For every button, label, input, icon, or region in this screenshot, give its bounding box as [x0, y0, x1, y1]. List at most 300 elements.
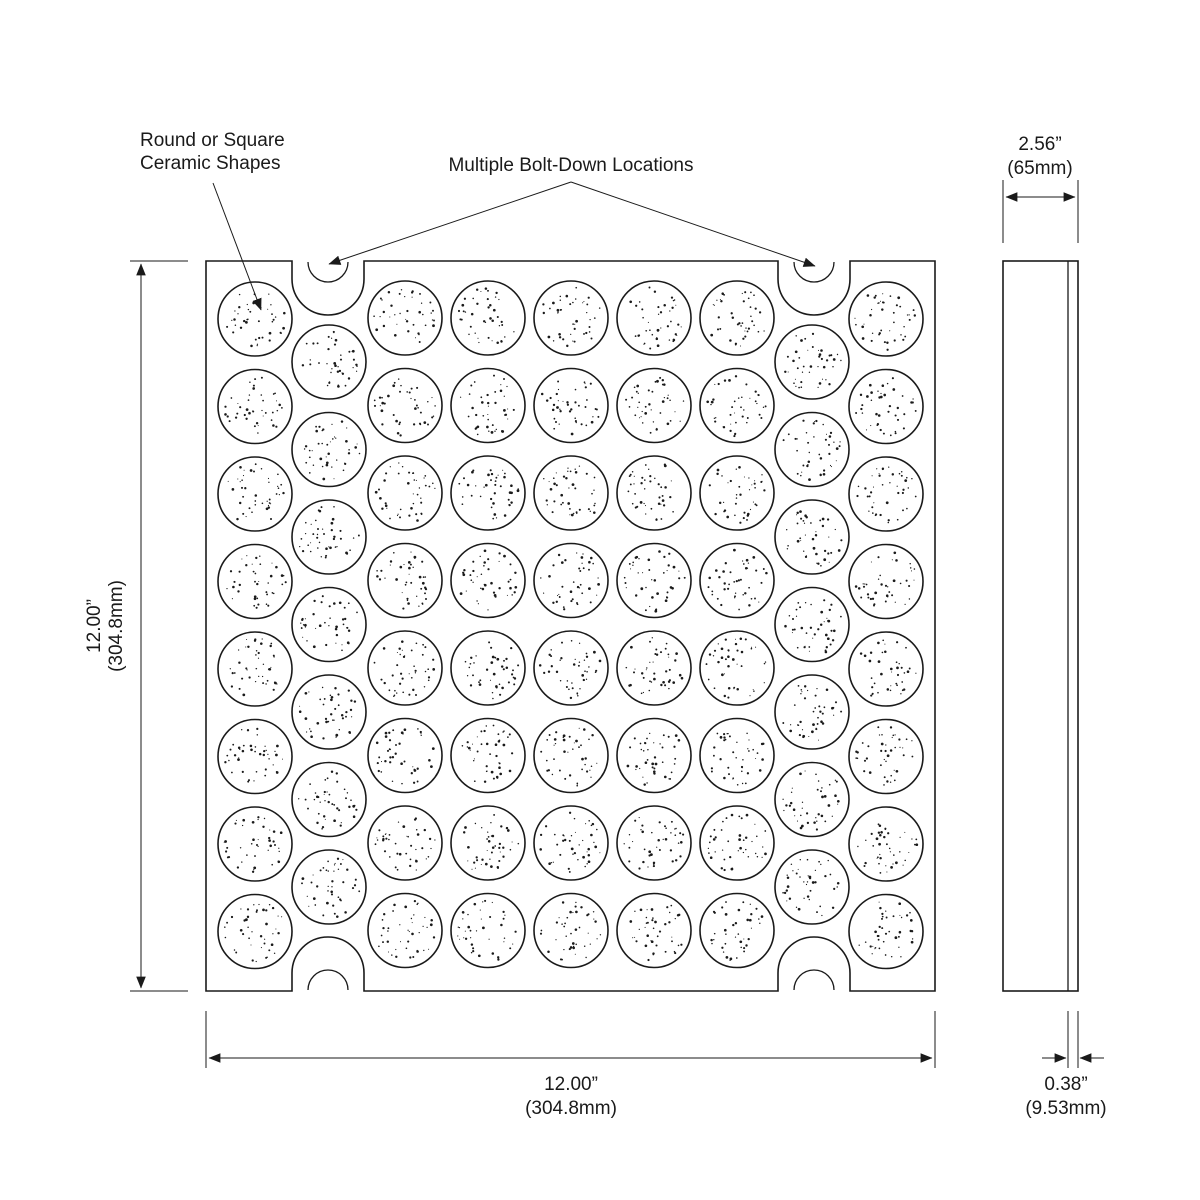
ceramic-speckle [357, 444, 358, 445]
ceramic-speckle [231, 685, 233, 687]
ceramic-speckle [895, 734, 896, 735]
ceramic-speckle [490, 479, 492, 481]
ceramic-speckle [491, 507, 493, 509]
ceramic-speckle [747, 748, 748, 749]
ceramic-speckle [833, 630, 836, 633]
ceramic-speckle [787, 885, 790, 888]
ceramic-speckle [269, 829, 270, 830]
ceramic-speckle [563, 475, 565, 477]
ceramic-speckle [729, 339, 732, 342]
ceramic-speckle [840, 616, 842, 618]
ceramic-speckle [433, 415, 434, 416]
ceramic-speckle [569, 736, 571, 738]
ceramic-speckle [413, 493, 414, 494]
ceramic-speckle [721, 656, 724, 659]
ceramic-disc [849, 632, 923, 706]
ceramic-speckle [635, 335, 637, 337]
ceramic-speckle [578, 567, 580, 569]
ceramic-speckle [266, 507, 269, 510]
ceramic-speckle [648, 854, 650, 856]
ceramic-speckle [474, 381, 476, 383]
ceramic-disc [534, 806, 608, 880]
ceramic-speckle [462, 503, 464, 505]
ceramic-speckle [356, 371, 357, 372]
ceramic-speckle [575, 469, 576, 470]
ceramic-speckle [626, 667, 628, 669]
ceramic-speckle [513, 409, 515, 411]
ceramic-speckle [880, 393, 881, 394]
ceramic-speckle [800, 859, 801, 860]
ceramic-speckle [911, 838, 912, 839]
ceramic-speckle [502, 847, 504, 849]
ceramic-speckle [902, 492, 904, 494]
ceramic-speckle [739, 847, 742, 850]
ceramic-speckle [759, 311, 761, 313]
ceramic-speckle [756, 403, 757, 404]
ceramic-speckle [336, 772, 338, 774]
ceramic-speckle [764, 830, 766, 832]
ceramic-speckle [552, 409, 555, 412]
ceramic-speckle [434, 488, 435, 489]
ceramic-speckle [340, 354, 342, 356]
ceramic-speckle [877, 303, 878, 304]
ceramic-speckle [397, 652, 398, 653]
ceramic-speckle [902, 395, 904, 397]
ceramic-speckle [313, 645, 316, 648]
ceramic-speckle [896, 667, 899, 670]
ceramic-speckle [254, 378, 256, 380]
ceramic-speckle [568, 487, 569, 488]
ceramic-speckle [651, 763, 654, 766]
ceramic-speckle [564, 778, 566, 780]
ceramic-speckle [471, 943, 473, 945]
ceramic-disc [368, 281, 442, 355]
ceramic-speckle [405, 584, 407, 586]
ceramic-speckle [255, 339, 257, 341]
ceramic-speckle [748, 587, 750, 589]
ceramic-speckle [471, 407, 474, 410]
ceramic-speckle [651, 579, 652, 580]
ceramic-speckle [906, 580, 908, 582]
ceramic-speckle [432, 668, 435, 671]
ceramic-speckle [895, 414, 897, 416]
ceramic-speckle [552, 774, 553, 775]
ceramic-speckle [648, 850, 651, 853]
ceramic-speckle [646, 934, 649, 937]
ceramic-speckle [432, 319, 433, 320]
ceramic-speckle [253, 904, 254, 905]
ceramic-speckle [504, 396, 505, 397]
ceramic-speckle [472, 561, 474, 563]
ceramic-speckle [732, 924, 734, 926]
ceramic-speckle [254, 855, 256, 857]
ceramic-speckle [492, 424, 494, 426]
ceramic-speckle [885, 865, 886, 866]
ceramic-speckle [728, 687, 731, 690]
ceramic-speckle [416, 480, 417, 481]
ceramic-speckle [742, 560, 743, 561]
ceramic-speckle [795, 350, 798, 353]
ceramic-speckle [714, 384, 715, 385]
ceramic-speckle [588, 738, 590, 740]
ceramic-speckle [593, 505, 595, 507]
ceramic-speckle [349, 732, 351, 734]
ceramic-speckle [829, 609, 831, 611]
ceramic-speckle [722, 570, 725, 573]
ceramic-speckle [635, 594, 637, 596]
ceramic-speckle [888, 519, 890, 521]
ceramic-speckle [414, 769, 417, 772]
ceramic-speckle [395, 753, 397, 755]
ceramic-speckle [862, 337, 865, 340]
ceramic-speckle [416, 405, 418, 407]
ceramic-speckle [782, 892, 784, 894]
ceramic-speckle [265, 957, 267, 959]
ceramic-speckle [389, 689, 391, 691]
ceramic-speckle [826, 434, 827, 435]
ceramic-speckle [647, 749, 648, 750]
ceramic-speckle [663, 572, 665, 574]
ceramic-speckle [578, 405, 580, 407]
ceramic-speckle [543, 478, 544, 479]
ceramic-speckle [242, 933, 244, 935]
ceramic-speckle [575, 298, 577, 300]
ceramic-speckle [801, 627, 804, 630]
ceramic-speckle [648, 389, 650, 391]
ceramic-speckle [716, 473, 718, 475]
ceramic-speckle [237, 313, 238, 314]
ceramic-speckle [332, 518, 335, 521]
ceramic-speckle [477, 338, 478, 339]
ceramic-speckle [333, 819, 336, 822]
ceramic-speckle [230, 570, 232, 572]
ceramic-speckle [579, 927, 581, 929]
ceramic-speckle [588, 569, 590, 571]
thickness-inches: 0.38” [1044, 1074, 1088, 1095]
ceramic-speckle [394, 334, 397, 337]
ceramic-speckle [326, 902, 329, 905]
ceramic-speckle [664, 684, 666, 686]
ceramic-speckle [890, 749, 893, 752]
ceramic-speckle [870, 391, 873, 394]
ceramic-speckle [420, 731, 422, 733]
ceramic-speckle [813, 711, 815, 713]
ceramic-speckle [732, 658, 735, 661]
ceramic-speckle [744, 291, 746, 293]
ceramic-speckle [656, 847, 657, 848]
ceramic-speckle [479, 683, 482, 686]
ceramic-speckle [376, 837, 377, 838]
ceramic-speckle [493, 673, 496, 676]
ceramic-speckle [226, 847, 228, 849]
ceramic-speckle [660, 684, 662, 686]
ceramic-speckle [340, 900, 342, 902]
ceramic-speckle [480, 587, 482, 589]
ceramic-speckle [640, 587, 643, 590]
ceramic-speckle [579, 587, 580, 588]
ceramic-speckle [499, 762, 501, 764]
callout-shapes-line2: Ceramic Shapes [140, 153, 281, 174]
ceramic-speckle [715, 851, 716, 852]
ceramic-speckle [658, 502, 661, 505]
ceramic-speckle [638, 401, 640, 403]
ceramic-speckle [721, 673, 724, 676]
ceramic-speckle [765, 405, 767, 407]
ceramic-speckle [563, 606, 565, 608]
ceramic-speckle [655, 944, 657, 946]
ceramic-speckle [472, 744, 473, 745]
ceramic-speckle [569, 774, 571, 776]
ceramic-speckle [236, 413, 238, 415]
ceramic-speckle [640, 482, 642, 484]
ceramic-speckle [673, 566, 676, 569]
ceramic-speckle [657, 935, 659, 937]
ceramic-speckle [408, 561, 411, 564]
ceramic-speckle [577, 784, 578, 785]
ceramic-speckle [482, 588, 485, 591]
ceramic-speckle [487, 298, 489, 300]
ceramic-speckle [332, 719, 334, 721]
ceramic-speckle [721, 475, 723, 477]
ceramic-speckle [675, 828, 676, 829]
ceramic-speckle [348, 377, 350, 379]
ceramic-speckle [901, 471, 903, 473]
ceramic-speckle [428, 856, 430, 858]
ceramic-speckle [339, 530, 341, 532]
ceramic-speckle [546, 399, 548, 401]
ceramic-speckle [400, 762, 403, 765]
ceramic-speckle [275, 426, 277, 428]
ceramic-speckle [755, 647, 756, 648]
ceramic-speckle [820, 565, 822, 567]
ceramic-speckle [899, 306, 901, 308]
ceramic-speckle [805, 556, 807, 558]
ceramic-speckle [249, 381, 250, 382]
ceramic-speckle [762, 846, 763, 847]
ceramic-speckle [787, 356, 789, 358]
ceramic-speckle [573, 513, 574, 514]
ceramic-speckle [644, 479, 646, 481]
ceramic-speckle [246, 319, 248, 321]
height-inches: 12.00” [84, 599, 105, 653]
ceramic-speckle [499, 561, 500, 562]
ceramic-speckle [561, 586, 563, 588]
ceramic-speckle [820, 790, 822, 792]
ceramic-speckle [584, 946, 585, 947]
ceramic-speckle [822, 518, 825, 521]
ceramic-speckle [381, 761, 382, 762]
ceramic-speckle [880, 429, 882, 431]
ceramic-speckle [400, 385, 402, 387]
ceramic-speckle [656, 653, 658, 655]
ceramic-speckle [742, 759, 744, 761]
ceramic-speckle [762, 857, 763, 858]
ceramic-speckle [596, 595, 597, 596]
ceramic-speckle [667, 591, 669, 593]
ceramic-speckle [569, 303, 571, 305]
ceramic-speckle [829, 355, 831, 357]
ceramic-speckle [539, 848, 542, 851]
ceramic-speckle [592, 823, 594, 825]
ceramic-speckle [822, 722, 825, 725]
ceramic-speckle [877, 935, 879, 937]
ceramic-speckle [837, 886, 838, 887]
ceramic-speckle [400, 566, 403, 569]
ceramic-speckle [634, 414, 636, 416]
ceramic-speckle [543, 312, 545, 314]
width-mm: (304.8mm) [525, 1098, 617, 1119]
ceramic-speckle [501, 687, 504, 690]
ceramic-speckle [744, 592, 746, 594]
ceramic-speckle [545, 825, 547, 827]
ceramic-speckle [671, 821, 673, 823]
ceramic-speckle [428, 486, 430, 488]
ceramic-speckle [390, 304, 392, 306]
ceramic-speckle [817, 789, 819, 791]
ceramic-speckle [657, 344, 660, 347]
ceramic-speckle [655, 381, 657, 383]
ceramic-speckle [643, 692, 644, 693]
ceramic-speckle [832, 816, 833, 817]
ceramic-speckle [393, 696, 395, 698]
ceramic-speckle [553, 862, 554, 863]
ceramic-speckle [559, 409, 560, 410]
ceramic-speckle [744, 330, 745, 331]
ceramic-speckle [662, 495, 664, 497]
ceramic-speckle [878, 863, 880, 865]
ceramic-speckle [517, 664, 519, 666]
ceramic-speckle [902, 339, 904, 341]
ceramic-speckle [871, 340, 873, 342]
ceramic-speckle [879, 575, 881, 577]
ceramic-speckle [572, 748, 574, 750]
ceramic-speckle [425, 671, 427, 673]
ceramic-speckle [642, 777, 643, 778]
ceramic-speckle [557, 381, 559, 383]
ceramic-speckle [574, 324, 575, 325]
ceramic-speckle [732, 751, 734, 753]
ceramic-speckle [560, 494, 563, 497]
ceramic-speckle [324, 698, 326, 700]
ceramic-speckle [730, 424, 731, 425]
ceramic-speckle [329, 381, 331, 383]
ceramic-speckle [735, 503, 737, 505]
ceramic-speckle [247, 646, 249, 648]
ceramic-speckle [277, 473, 279, 475]
ceramic-speckle [678, 739, 681, 742]
ceramic-speckle [476, 856, 478, 858]
ceramic-speckle [666, 643, 668, 645]
ceramic-speckle [674, 834, 676, 836]
ceramic-speckle [495, 296, 496, 297]
ceramic-speckle [896, 661, 898, 663]
ceramic-speckle [889, 482, 890, 483]
ceramic-speckle [731, 814, 734, 817]
ceramic-speckle [560, 657, 562, 659]
ceramic-speckle [575, 928, 578, 931]
ceramic-speckle [275, 566, 278, 569]
ceramic-speckle [298, 798, 299, 799]
ceramic-speckle [662, 747, 664, 749]
ceramic-speckle [576, 785, 578, 787]
ceramic-speckle [894, 780, 896, 782]
ceramic-speckle [354, 700, 356, 702]
ceramic-speckle [574, 401, 576, 403]
ceramic-speckle [792, 360, 795, 363]
ceramic-speckle [460, 397, 461, 398]
ceramic-speckle [679, 855, 681, 857]
ceramic-speckle [381, 935, 383, 937]
ceramic-speckle [651, 596, 654, 599]
ceramic-speckle [585, 386, 587, 388]
ceramic-speckle [477, 434, 479, 436]
ceramic-speckle [821, 815, 824, 818]
ceramic-speckle [757, 856, 758, 857]
ceramic-speckle [252, 871, 254, 873]
ceramic-speckle [399, 654, 400, 655]
ceramic-speckle [629, 406, 631, 408]
ceramic-speckle [466, 591, 467, 592]
ceramic-speckle [398, 462, 399, 463]
ceramic-speckle [548, 862, 551, 865]
ceramic-speckle [353, 359, 355, 361]
ceramic-disc [849, 282, 923, 356]
ceramic-speckle [498, 587, 500, 589]
ceramic-speckle [331, 424, 332, 425]
ceramic-speckle [239, 749, 240, 750]
ceramic-speckle [654, 291, 656, 293]
ceramic-speckle [482, 901, 483, 902]
ceramic-speckle [481, 864, 482, 865]
ceramic-speckle [729, 960, 730, 961]
ceramic-speckle [492, 835, 495, 838]
ceramic-speckle [678, 945, 680, 947]
ceramic-speckle [331, 368, 332, 369]
ceramic-speckle [566, 686, 568, 688]
bolt-notch-bottom-left [308, 970, 348, 990]
ceramic-speckle [486, 838, 488, 840]
ceramic-disc [775, 675, 849, 749]
ceramic-speckle [339, 729, 340, 730]
ceramic-speckle [734, 413, 735, 414]
ceramic-speckle [825, 634, 828, 637]
ceramic-speckle [736, 580, 738, 582]
ceramic-speckle [670, 420, 672, 422]
ceramic-speckle [678, 842, 680, 844]
ceramic-speckle [859, 945, 860, 946]
ceramic-speckle [261, 377, 263, 379]
ceramic-speckle [276, 400, 277, 401]
ceramic-disc [617, 894, 691, 968]
ceramic-speckle [915, 673, 916, 674]
ceramic-speckle [890, 851, 891, 852]
ceramic-speckle [713, 304, 714, 305]
ceramic-speckle [509, 587, 512, 590]
ceramic-speckle [518, 843, 520, 845]
ceramic-speckle [301, 882, 303, 884]
ceramic-speckle [394, 314, 395, 315]
ceramic-speckle [802, 736, 804, 738]
ceramic-speckle [310, 359, 311, 360]
ceramic-speckle [512, 841, 513, 842]
ceramic-speckle [511, 673, 513, 675]
ceramic-speckle [377, 762, 379, 764]
ceramic-speckle [462, 911, 465, 914]
ceramic-speckle [512, 944, 513, 945]
ceramic-speckle [433, 325, 435, 327]
ceramic-speckle [830, 604, 832, 606]
ceramic-speckle [418, 334, 420, 336]
